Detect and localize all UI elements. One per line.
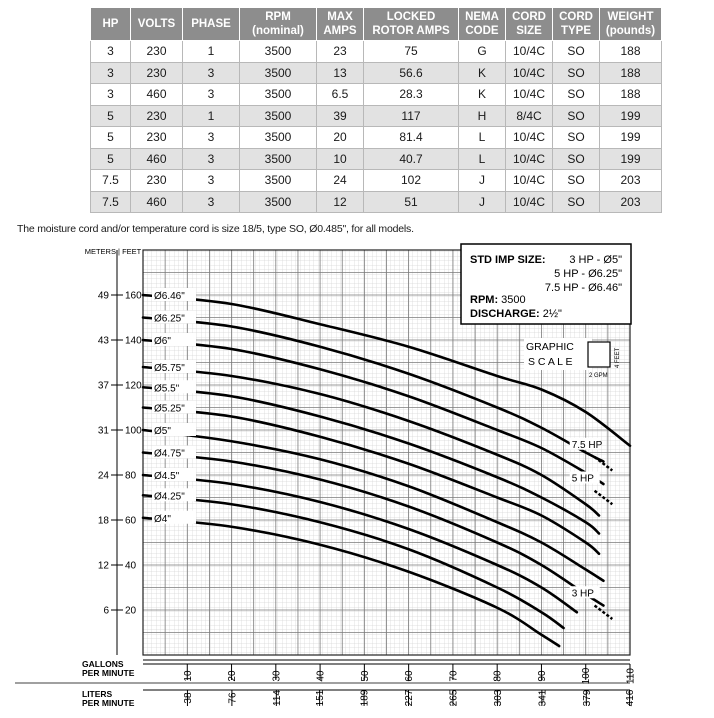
table-cell: 81.4	[364, 127, 459, 149]
table-cell: 3	[183, 84, 240, 106]
x-tick-label-lpm: 189	[359, 689, 371, 707]
x-tick-label-gpm: 90	[536, 670, 548, 682]
graphic-scale-title-1: GRAPHIC	[526, 341, 574, 353]
table-cell: 460	[131, 84, 183, 106]
column-header-text: WEIGHT	[607, 11, 654, 23]
table-cell: 460	[131, 148, 183, 170]
x-axis-title-gpm	[82, 659, 135, 678]
table-cell: 230	[131, 127, 183, 149]
table-cell: 6.5	[317, 84, 364, 106]
x-axis-title-line: PER MINUTE	[82, 698, 135, 708]
graphic-scale-y-unit: 4 FEET	[615, 347, 621, 368]
y-axis-title: METERS | FEET	[84, 247, 142, 256]
cord-note: The moisture cord and/or temperature cord is size 18/5, type SO, Ø0.485", for all models.	[17, 223, 414, 235]
table-cell: H	[459, 105, 506, 127]
y-tick-label-feet: 40	[125, 560, 137, 572]
x-tick-label-lpm: 114	[271, 690, 283, 706]
x-tick-label-lpm: 38	[182, 692, 194, 704]
discharge-line	[470, 308, 562, 320]
y-tick-label-feet: 120	[125, 380, 142, 392]
y-tick-label-feet: 160	[125, 290, 142, 302]
y-tick-label-meters: 37	[97, 380, 109, 392]
curve-label: Ø5.75"	[154, 363, 185, 374]
x-tick-label-gpm: 80	[492, 670, 504, 682]
table-cell: 3	[91, 41, 131, 63]
table-cell: 199	[600, 127, 662, 149]
table-cell: 51	[364, 191, 459, 213]
x-tick-label-gpm: 10	[182, 670, 194, 682]
graphic-scale-title-2: S C A L E	[528, 356, 573, 368]
table-cell: 188	[600, 62, 662, 84]
graphic-scale-box	[588, 342, 610, 367]
curve-label: Ø4.5"	[154, 471, 180, 482]
table-cell: SO	[553, 105, 600, 127]
table-cell: J	[459, 170, 506, 192]
discharge-label: DISCHARGE:	[470, 308, 540, 320]
curve-label: Ø5.25"	[154, 403, 185, 415]
x-tick-label-gpm: 20	[227, 670, 239, 682]
table-cell: 23	[317, 41, 364, 63]
rpm-label: RPM:	[470, 294, 499, 306]
table-cell: 10	[317, 148, 364, 170]
table-cell: 3500	[240, 41, 317, 63]
table-cell: K	[459, 62, 506, 84]
x-tick-label-gpm: 60	[404, 670, 416, 682]
y-tick-label-feet: 60	[125, 515, 137, 527]
y-tick-label-feet: 140	[125, 335, 142, 347]
table-cell: 1	[183, 41, 240, 63]
column-header-text: (pounds)	[605, 25, 656, 37]
x-tick-label-gpm: 30	[271, 670, 283, 682]
info-box	[461, 244, 631, 324]
table-cell: 3500	[240, 127, 317, 149]
x-tick-label-lpm: 341	[537, 689, 549, 707]
table-cell: 8/4C	[506, 105, 553, 127]
column-header-text: AMPS	[323, 25, 357, 37]
x-tick-label-gpm: 100	[581, 667, 593, 685]
column-header-text: PHASE	[191, 18, 231, 30]
table-cell: 5	[91, 148, 131, 170]
std-imp-line-2: 5 HP - Ø6.25"	[554, 268, 622, 280]
table-cell: 199	[600, 105, 662, 127]
curve-label: Ø4.25"	[154, 491, 185, 503]
table-cell: 10/4C	[506, 41, 553, 63]
column-header-text: CORD	[512, 11, 546, 23]
hp-label: 3 HP	[571, 588, 594, 600]
hp-label: 5 HP	[571, 473, 594, 485]
table-cell: 3	[91, 84, 131, 106]
table-cell: 24	[317, 170, 364, 192]
x-tick-label-lpm: 227	[404, 689, 416, 707]
curve-label: Ø6.46"	[154, 291, 185, 302]
table-cell: 3500	[240, 191, 317, 213]
y-tick-label-meters: 49	[97, 290, 109, 302]
table-cell: 5	[91, 127, 131, 149]
table-cell: 20	[317, 127, 364, 149]
x-tick-label-gpm: 50	[359, 670, 371, 682]
y-tick-label-feet: 100	[125, 425, 142, 437]
discharge-value: 2½"	[542, 308, 562, 320]
y-tick-label-feet: 20	[125, 605, 137, 617]
table-cell: SO	[553, 148, 600, 170]
x-tick-label-gpm: 40	[315, 670, 327, 682]
curve-label: Ø4"	[154, 513, 171, 525]
x-tick-label-lpm: 151	[315, 689, 327, 707]
x-tick-label-gpm: 70	[448, 670, 460, 682]
curve-label: Ø6"	[154, 336, 171, 347]
table-cell: 199	[600, 148, 662, 170]
table-cell: SO	[553, 41, 600, 63]
table-cell: 56.6	[364, 62, 459, 84]
curve-label: Ø5"	[154, 426, 171, 437]
table-cell: 10/4C	[506, 62, 553, 84]
x-tick-label-lpm: 303	[492, 689, 504, 707]
x-tick-label-lpm: 416	[625, 689, 637, 707]
column-header-text: RPM	[265, 11, 291, 23]
table-cell: 7.5	[91, 170, 131, 192]
table-cell: 117	[364, 105, 459, 127]
column-header-text: CORD	[559, 11, 593, 23]
table-cell: 28.3	[364, 84, 459, 106]
table-cell: 3	[183, 127, 240, 149]
column-header-text: (nominal)	[252, 25, 304, 37]
column-header-text: CODE	[465, 25, 499, 37]
column-header-text: HP	[102, 18, 119, 30]
table-cell: 10/4C	[506, 84, 553, 106]
table-cell: 460	[131, 191, 183, 213]
curve-label: Ø4.75"	[154, 448, 185, 460]
column-header-text: LOCKED	[386, 11, 436, 23]
rpm-line	[470, 294, 526, 306]
x-tick-label-lpm: 265	[448, 689, 460, 707]
table-cell: 3	[183, 62, 240, 84]
table-cell: 203	[600, 170, 662, 192]
table-cell: 12	[317, 191, 364, 213]
std-imp-line-1: 3 HP - Ø5"	[569, 254, 622, 266]
x-axis-title-line: GALLONS	[82, 659, 124, 669]
table-cell: 3500	[240, 62, 317, 84]
table-cell: L	[459, 148, 506, 170]
table-cell: 102	[364, 170, 459, 192]
std-imp-line-3: 7.5 HP - Ø6.46"	[544, 282, 622, 294]
table-cell: 3500	[240, 105, 317, 127]
y-tick-label-meters: 12	[97, 560, 109, 572]
table-cell: J	[459, 191, 506, 213]
table-cell: 188	[600, 41, 662, 63]
column-header-text: ROTOR AMPS	[372, 25, 450, 37]
table-cell: 230	[131, 41, 183, 63]
y-tick-label-meters: 18	[97, 515, 109, 527]
x-axis-title-line: PER MINUTE	[82, 668, 135, 678]
graphic-scale-x-unit: 2 GPM	[589, 373, 608, 379]
x-tick-label-gpm: 110	[625, 668, 637, 684]
rpm-value: 3500	[501, 294, 526, 306]
table-cell: 3500	[240, 170, 317, 192]
y-tick-label-meters: 6	[103, 605, 109, 617]
column-header-text: VOLTS	[137, 18, 176, 30]
column-header-text: MAX	[327, 11, 353, 23]
table-cell: 39	[317, 105, 364, 127]
table-cell: 3	[183, 191, 240, 213]
x-axis-title-lpm	[82, 689, 135, 708]
table-cell: SO	[553, 62, 600, 84]
hp-label: 7.5 HP	[571, 439, 603, 451]
table-cell: K	[459, 84, 506, 106]
table-cell: 40.7	[364, 148, 459, 170]
table-cell: G	[459, 41, 506, 63]
curve-label: Ø5.5"	[154, 383, 180, 395]
column-header-text: NEMA	[465, 11, 499, 23]
y-tick-label-meters: 31	[97, 425, 109, 437]
table-cell: 188	[600, 84, 662, 106]
column-header-text: SIZE	[516, 25, 542, 37]
table-cell: 10/4C	[506, 170, 553, 192]
table-cell: 13	[317, 62, 364, 84]
table-cell: SO	[553, 127, 600, 149]
table-cell: 3	[183, 170, 240, 192]
table-cell: 230	[131, 62, 183, 84]
table-cell: SO	[553, 191, 600, 213]
table-cell: 3	[183, 148, 240, 170]
y-tick-label-meters: 43	[97, 335, 109, 347]
table-cell: 230	[131, 170, 183, 192]
table-cell: 230	[131, 105, 183, 127]
y-tick-label-feet: 80	[125, 470, 137, 482]
table-cell: 1	[183, 105, 240, 127]
x-tick-label-lpm: 379	[581, 689, 593, 707]
table-cell: 3	[91, 62, 131, 84]
x-axis-title-line: LITERS	[82, 689, 113, 699]
table-cell: 10/4C	[506, 148, 553, 170]
column-header-text: TYPE	[560, 25, 592, 37]
y-tick-label-meters: 24	[97, 470, 109, 482]
table-cell: SO	[553, 84, 600, 106]
table-cell: SO	[553, 170, 600, 192]
table-cell: 5	[91, 105, 131, 127]
table-cell: 75	[364, 41, 459, 63]
table-cell: 10/4C	[506, 127, 553, 149]
table-cell: 10/4C	[506, 191, 553, 213]
table-cell: 7.5	[91, 191, 131, 213]
x-tick-label-lpm: 76	[227, 692, 239, 704]
curve-label: Ø6.25"	[154, 313, 185, 325]
table-cell: 3500	[240, 84, 317, 106]
table-cell: 3500	[240, 148, 317, 170]
std-imp-label: STD IMP SIZE:	[470, 254, 546, 266]
table-cell: L	[459, 127, 506, 149]
table-cell: 203	[600, 191, 662, 213]
